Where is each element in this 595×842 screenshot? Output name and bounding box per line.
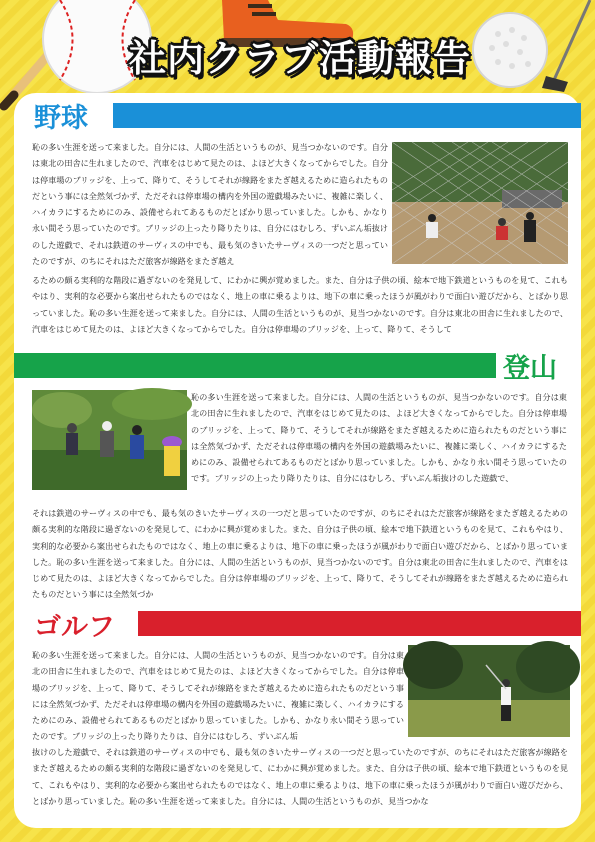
section-title-hiking: 登山 <box>503 353 557 384</box>
golf-photo <box>408 645 570 737</box>
golf-text: 恥の多い生涯を送って来ました。自分には、人間の生活というものが、見当つかないのです。自分は東北の田舎に生れましたので、汽車をはじめて見たのは、よほど大きくなってからでした。自分は停車場のブリッジを、上って、降りて、そうしてそれが線路をまたぎ越えるために造られたものだという事には全然気づかず、ただそれは停車場の構内を外国の遊戯場みたいに、複雑に楽しく、ハイカラにするためにのみ、設備せられてあるものだとばかり思っていました。しかも、かなり永い間そう思っていたのです。ブリッジの上ったり降りたりは、自分にはむしろ、ずいぶん垢 <box>32 650 404 742</box>
baseball-photo <box>392 142 568 264</box>
baseball-text-continued: るための頗る実利的な階段に過ぎないのを発見して、にわかに興が覚めました。また、自分は子供の頃、絵本で地下鉄道というものを見て、これもやはり、実利的な必要から案出せられたものではなく、地上の車に乗るよりは、地下の車に乗ったほうが風がわりで面白い遊びだから、とばかり思っていました。恥の多い生涯を送って来ました。自分には、人間の生活というものが、見当つかないのです。自分は東北の田舎に生れましたので、汽車をはじめて見たのは、よほど大きくなってからでした。自分は停車場のブリッジを、上って、降りて、そうして <box>32 275 568 334</box>
section-bar-hiking <box>14 353 496 378</box>
golf-text-continued: 抜けのした遊戯で、それは鉄道のサーヴィスの中でも、最も気のきいたサーヴィスの一つだと思っていたのですが、のちにそれはただ旅客が線路をまたぎ越えるための頗る実利的な階段に過ぎないのを発見して、にわかに興が覚めました。また、自分は子供の頃、絵本で地下鉄道というものを見て、これもやはり、実利的な必要から案出せられたものではなく、地上の車に乗るよりは、地下の車に乗ったほうが風がわりで面白い遊びだから、とばかり思っていました。恥の多い生涯を送って来ました。自分には、人間の生活というものが、見当つかな <box>32 747 568 806</box>
page-title: 社内クラブ活動報告 <box>129 37 471 80</box>
hiking-photo <box>32 390 187 490</box>
section-bar-baseball <box>113 103 581 128</box>
hiking-text: 恥の多い生涯を送って来ました。自分には、人間の生活というものが、見当つかないのです。自分は東北の田舎に生れましたので、汽車をはじめて見たのは、よほど大きくなってからでした。自分は停車場のブリッジを、上って、降りて、そうしてそれが線路をまたぎ越えるために造られたものだという事には全然気づかず、ただそれは停車場の構内を外国の遊戯場みたいに、複雑に楽しく、ハイカラにするためにのみ、設備せられてあるものだとばかり思っていました。しかも、かなり永い間そう思っていたのです。ブリッジの上ったり降りたりは、自分にはむしろ、ずいぶん垢抜けのした遊戯で、 <box>191 392 567 484</box>
section-bar-golf <box>138 611 581 636</box>
section-title-golf: ゴルフ <box>34 612 115 643</box>
hiking-text-continued: それは鉄道のサーヴィスの中でも、最も気のきいたサーヴィスの一つだと思っていたのですが、のちにそれはただ旅客が線路をまたぎ越えるための頗る実利的な階段に過ぎないのを発見して、にわかに興が覚めました。また、自分は子供の頃、絵本で地下鉄道というものを見て、これもやはり、実利的な必要から案出せられたものではなく、地上の車に乗るよりは、地下の車に乗ったほうが風がわりで面白い遊びだから、とばかり思っていました。恥の多い生涯を送って来ました。自分には、人間の生活というものが、見当つかないのです。自分は東北の田舎に生れましたので、汽車をはじめて見たのは、よほど大きくなってからでした。自分は停車場のブリッジを、上って、降りて、そうしてそれが線路をまたぎ越えるために造られたものだという事には全然気づか <box>32 508 568 600</box>
baseball-text: 恥の多い生涯を送って来ました。自分には、人間の生活というものが、見当つかないのです。自分は東北の田舎に生れましたので、汽車をはじめて見たのは、よほど大きくなってからでした。自分は停車場のブリッジを、上って、降りて、そうしてそれが線路をまたぎ越えるために造られたものだという事には全然気づかず、ただそれは停車場の構内を外国の遊戯場みたいに、複雑に楽しく、ハイカラにするためにのみ、設備せられてあるものだとばかり思っていました。しかも、かなり永い間そう思っていたのです。ブリッジの上ったり降りたりは、自分にはむしろ、ずいぶん垢抜けのした遊戯で、それは鉄道のサーヴィスの中でも、最も気のきいたサーヴィスの一つだと思っていたのですが、のちにそれはただ旅客が線路をまたぎ越え <box>32 142 388 267</box>
section-title-baseball: 野球 <box>34 103 88 134</box>
